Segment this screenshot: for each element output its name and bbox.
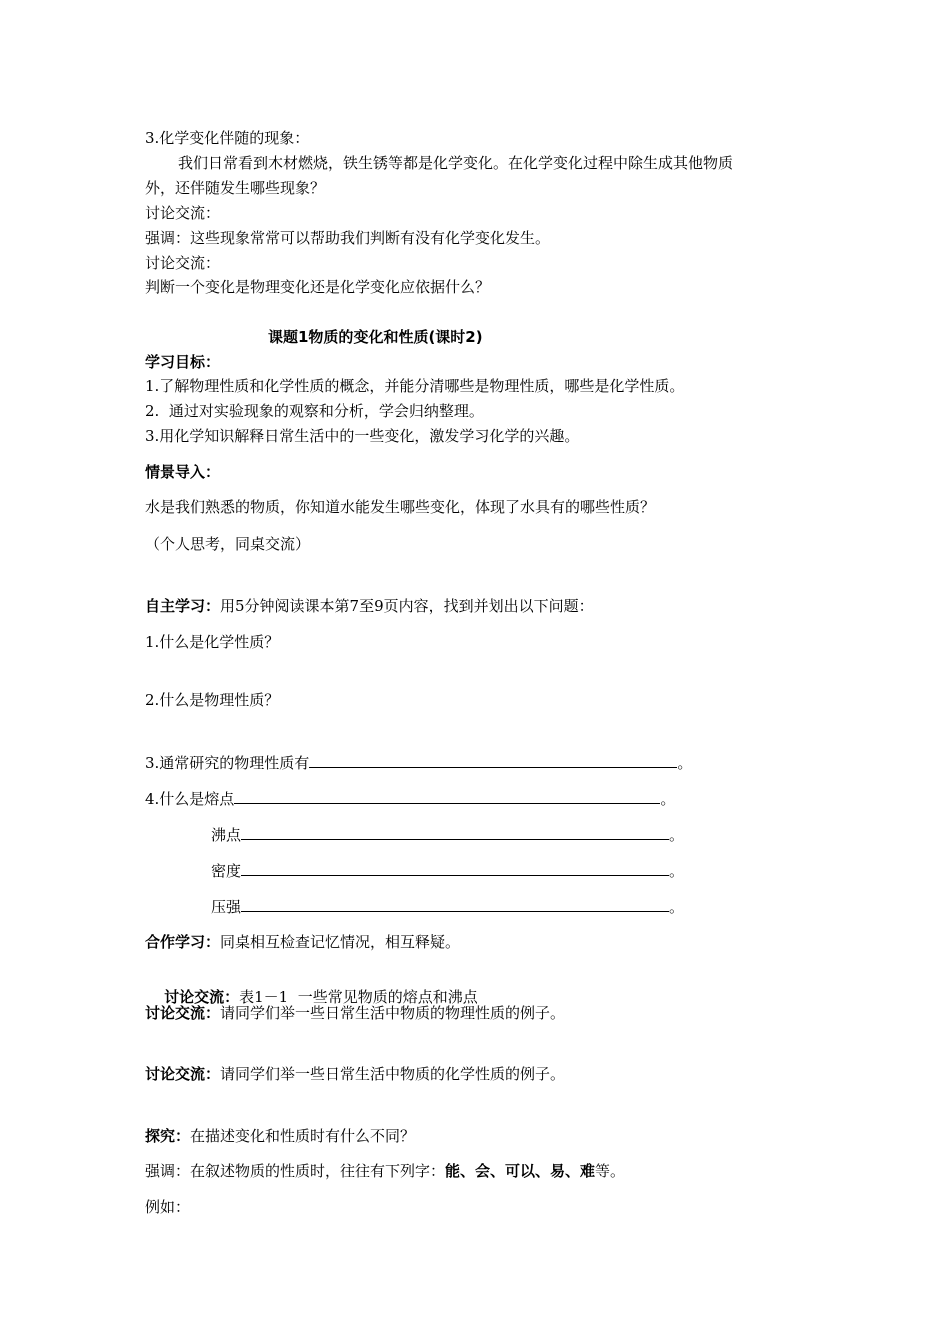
question-melting-point-line	[145, 788, 675, 809]
answer-blank-boiling-point[interactable]	[241, 824, 669, 840]
example-label: 例如：	[145, 1198, 191, 1216]
discuss-chemical-label: 讨论交流：	[145, 1065, 221, 1083]
discuss-table-text: 表1－1 一些常见物质的熔点和沸点	[239, 988, 478, 1006]
boiling-point-line	[211, 824, 684, 845]
end-mark: 。	[669, 826, 685, 844]
answer-blank-melting-point[interactable]	[234, 788, 660, 804]
explore-line	[145, 1126, 415, 1146]
density-label: 密度	[211, 862, 242, 880]
discuss-physical-line	[145, 1003, 565, 1023]
melting-point-label: 4.什么是熔点	[145, 790, 235, 808]
end-mark: 。	[669, 898, 685, 916]
discuss-label-2: 讨论交流：	[145, 254, 221, 272]
discuss-physical-text: 请同学们举一些日常生活中物质的物理性质的例子。	[220, 1004, 566, 1022]
discuss-table-label: 讨论交流：	[164, 988, 240, 1006]
intro-text: 水是我们熟悉的物质，你知道水能发生哪些变化，体现了水具有的哪些性质？	[145, 498, 656, 516]
self-study-text: 用5分钟阅读课本第7至9页内容，找到并划出以下问题：	[220, 597, 594, 615]
question-physical-props-line	[145, 752, 692, 773]
question-physical-property: 2.什么是物理性质？	[145, 691, 280, 709]
coop-text: 同桌相互检查记忆情况，相互释疑。	[220, 933, 461, 951]
self-study-label: 自主学习：	[145, 597, 221, 615]
section3-paragraph-line1: 我们日常看到木材燃烧，铁生锈等都是化学变化。在化学变化过程中除生成其他物质	[178, 154, 734, 172]
discuss-physical-label: 讨论交流：	[145, 1004, 221, 1022]
emphasis2-prefix: 强调：在叙述物质的性质时，往往有下列字：	[145, 1162, 446, 1180]
objective-item-1: 1.了解物理性质和化学性质的概念，并能分清哪些是物理性质，哪些是化学性质。	[145, 377, 685, 395]
objective-item-3: 3.用化学知识解释日常生活中的一些变化，激发学习化学的兴趣。	[145, 427, 580, 445]
discuss-chemical-text: 请同学们举一些日常生活中物质的化学性质的例子。	[220, 1065, 566, 1083]
intro-note: （个人思考，同桌交流）	[145, 535, 311, 553]
explore-label: 探究：	[145, 1127, 191, 1145]
discuss-chemical-line	[145, 1064, 565, 1084]
coop-label: 合作学习：	[145, 933, 221, 951]
section3-paragraph-line2: 外，还伴随发生哪些现象？	[145, 179, 326, 197]
pressure-label: 压强	[211, 898, 242, 916]
explore-text: 在描述变化和性质时有什么不同？	[190, 1127, 416, 1145]
end-mark: 。	[669, 862, 685, 880]
judgement-question: 判断一个变化是物理变化还是化学变化应依据什么？	[145, 278, 491, 296]
lesson-title: 课题1物质的变化和性质(课时2)	[268, 328, 483, 346]
answer-blank-pressure[interactable]	[241, 896, 669, 912]
discuss-label-1: 讨论交流：	[145, 204, 221, 222]
question-physical-props-label: 3.通常研究的物理性质有	[145, 754, 310, 772]
answer-blank-density[interactable]	[241, 860, 669, 876]
emphasis2-keywords: 能、会、可以、易、难	[445, 1162, 596, 1180]
intro-heading: 情景导入：	[145, 463, 221, 481]
emphasis2-suffix: 等。	[595, 1162, 626, 1180]
end-mark: 。	[660, 790, 676, 808]
density-line	[211, 860, 684, 881]
answer-blank-physical-props[interactable]	[309, 752, 677, 768]
objective-item-2: 2. 通过对实验现象的观察和分析，学会归纳整理。	[145, 402, 484, 420]
coop-line	[145, 932, 460, 952]
self-study-line	[145, 596, 594, 616]
objectives-heading: 学习目标：	[145, 353, 221, 371]
pressure-line	[211, 896, 684, 917]
emphasis2-line	[145, 1161, 625, 1181]
question-chemical-property: 1.什么是化学性质？	[145, 633, 280, 651]
section3-heading: 3.化学变化伴随的现象：	[145, 129, 310, 147]
end-mark: 。	[677, 754, 693, 772]
emphasis-line: 强调：这些现象常常可以帮助我们判断有没有化学变化发生。	[145, 229, 551, 247]
boiling-point-label: 沸点	[211, 826, 242, 844]
